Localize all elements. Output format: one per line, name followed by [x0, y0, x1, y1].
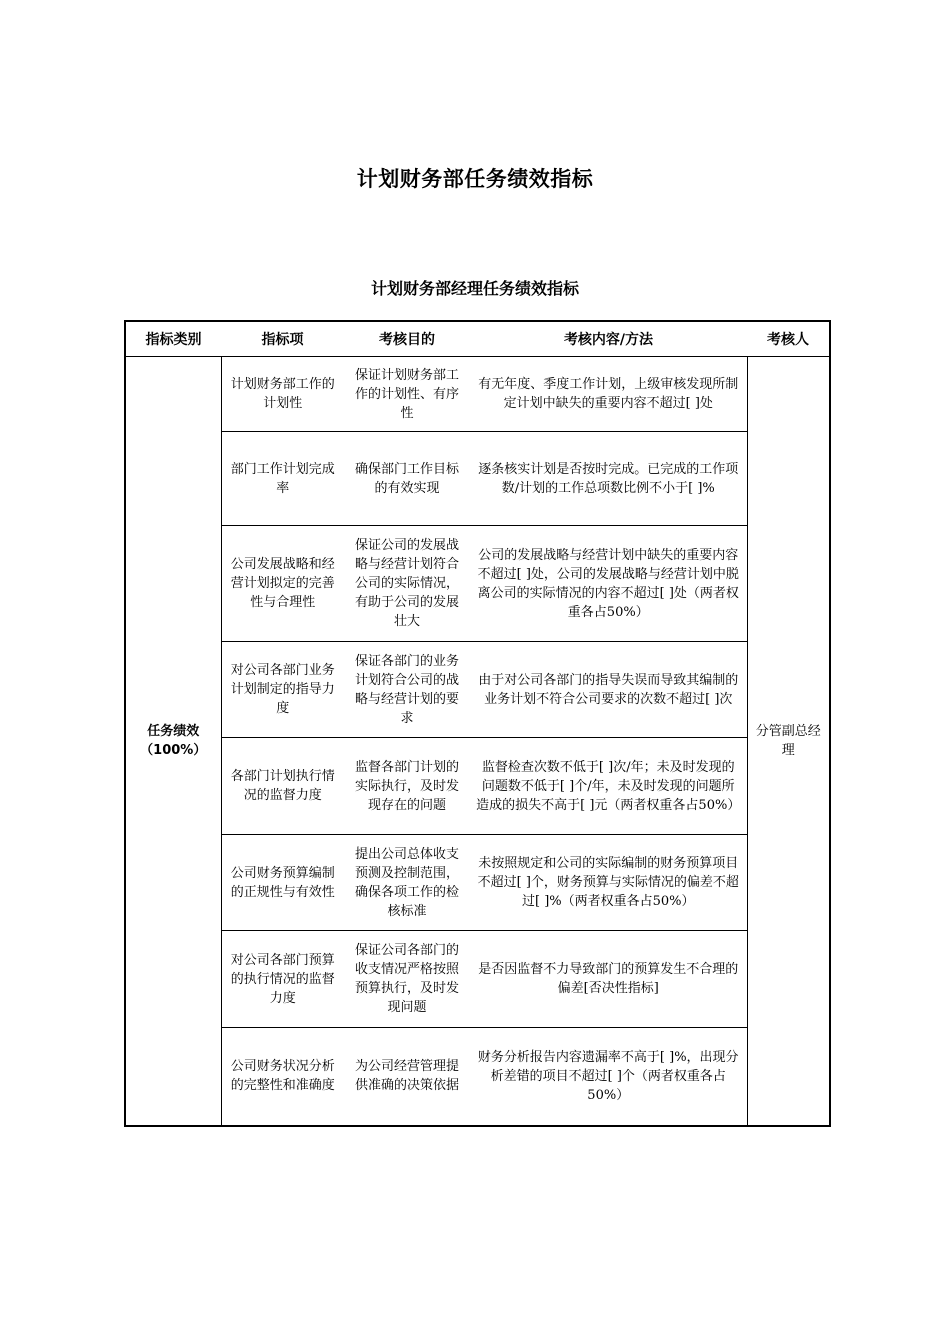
table-row [125, 835, 830, 931]
table-row [125, 738, 830, 835]
method-cell: 监督检查次数不低于[ ]次/年；未及时发现的问题数不低于[ ]个/年，未及时发现的问题所造成的损失不高于[ ]元（两者权重各占50%） [470, 738, 747, 835]
item-cell: 公司财务预算编制的正规性与有效性 [221, 835, 344, 931]
method-cell: 是否因监督不力导致部门的预算发生不合理的偏差[否决性指标] [470, 931, 747, 1028]
item-cell: 公司发展战略和经营计划拟定的完善性与合理性 [221, 526, 344, 642]
method-cell: 由于对公司各部门的指导失误而导致其编制的业务计划不符合公司要求的次数不超过[ ]次 [470, 642, 747, 738]
item-cell: 对公司各部门业务计划制定的指导力度 [221, 642, 344, 738]
item-cell: 各部门计划执行情况的监督力度 [221, 738, 344, 835]
table-subtitle: 计划财务部经理任务绩效指标 [370, 279, 579, 298]
header-item: 指标项 [221, 321, 344, 357]
kpi-table [124, 320, 831, 1127]
header-method: 考核内容/方法 [470, 321, 747, 357]
purpose-cell: 确保部门工作目标的有效实现 [344, 432, 470, 526]
header-assessor: 考核人 [747, 321, 830, 357]
item-cell: 对公司各部门预算的执行情况的监督力度 [221, 931, 344, 1028]
method-cell: 未按照规定和公司的实际编制的财务预算项目不超过[ ]个，财务预算与实际情况的偏差不超过[ ]%（两者权重各占50%） [470, 835, 747, 931]
page-title: 计划财务部任务绩效指标 [356, 167, 594, 191]
table-row [125, 357, 830, 432]
method-cell: 财务分析报告内容遗漏率不高于[ ]%，出现分析差错的项目不超过[ ]个（两者权重各占50%） [477, 1049, 739, 1103]
table-row [125, 432, 830, 526]
header-category: 指标类别 [125, 321, 221, 357]
purpose-cell: 提出公司总体收支预测及控制范围，确保各项工作的检核标准 [344, 835, 470, 931]
purpose-cell: 保证公司的发展战略与经营计划符合公司的实际情况，有助于公司的发展壮大 [344, 526, 470, 642]
table-header-row [125, 321, 830, 357]
category-weight: （100%） [140, 742, 207, 758]
purpose-cell: 为公司经营管理提供准确的决策依据 [354, 1059, 459, 1094]
item-cell: 计划财务部工作的计划性 [221, 357, 344, 432]
item-cell: 公司财务状况分析的完整性和准确度 [221, 1028, 344, 1126]
table-row [125, 526, 830, 642]
category-label: 任务绩效 [147, 723, 200, 739]
category-cell [125, 357, 221, 1126]
table-row [125, 1028, 830, 1126]
assessor-cell: 分管副总经理 [747, 357, 830, 1126]
header-purpose: 考核目的 [344, 321, 470, 357]
item-cell: 部门工作计划完成率 [221, 432, 344, 526]
table-row [125, 931, 830, 1028]
purpose-cell: 保证公司各部门的收支情况严格按照预算执行，及时发现问题 [344, 931, 470, 1028]
purpose-cell: 监督各部门计划的实际执行，及时发现存在的问题 [344, 738, 470, 835]
method-cell: 公司的发展战略与经营计划中缺失的重要内容不超过[ ]处，公司的发展战略与经营计划中脱离公司的实际情况的内容不超过[ ]处（两者权重各占50%） [470, 526, 747, 642]
purpose-cell: 保证各部门的业务计划符合公司的战略与经营计划的要求 [344, 642, 470, 738]
method-cell: 逐条核实计划是否按时完成。已完成的工作项数/计划的工作总项数比例不小于[ ]% [470, 432, 747, 526]
method-cell: 有无年度、季度工作计划，上级审核发现所制定计划中缺失的重要内容不超过[ ]处 [470, 357, 747, 432]
table-row [125, 642, 830, 738]
purpose-cell: 保证计划财务部工作的计划性、有序性 [344, 357, 470, 432]
